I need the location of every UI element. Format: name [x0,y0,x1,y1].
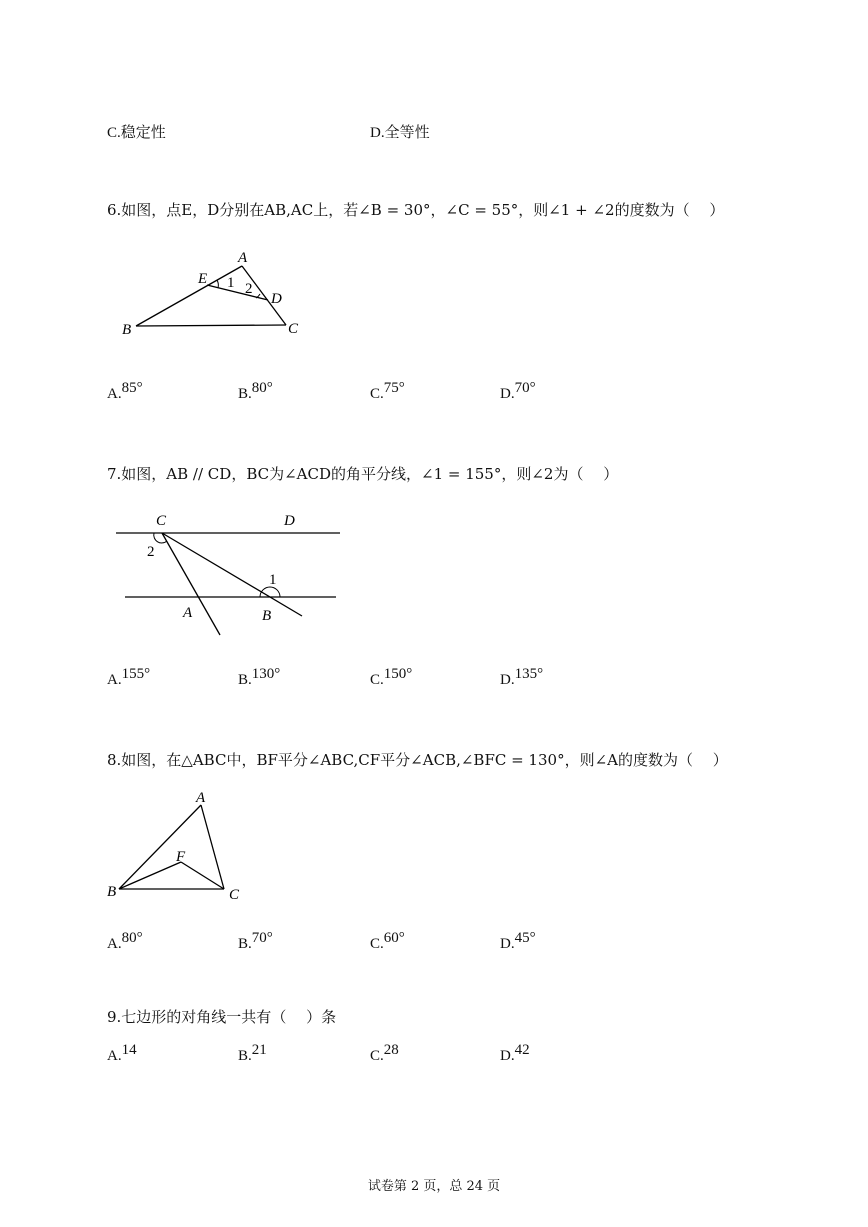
option-letter: C. [370,936,384,952]
option-value: 85° [121,380,143,396]
q8-option-d[interactable] [500,930,536,953]
question-9-text: 9.七边形的对角线一共有（ ）条 [107,1008,337,1026]
label-f: F [176,849,186,865]
option-letter: A. [107,672,122,688]
q7-figure [110,508,350,638]
q6-option-d[interactable] [500,380,536,403]
q6-figure [110,245,320,345]
angle-1-label: 1 [227,275,235,291]
option-value: 150° [383,666,413,682]
option-letter: B. [238,386,252,402]
q8-figure [100,782,260,907]
question-7-text: 7.如图，AB // CD，BC为∠ACD的角平分线，∠1 = 155°，则∠2为（ ） [107,465,619,483]
option-value: 60° [383,930,405,946]
option-value: 130° [251,666,281,682]
option-letter: A. [107,386,122,402]
question-6-text: 6.如图，点E，D分别在AB,AC上，若∠B = 30°，∠C = 55°，则∠1 + ∠2的度数为（ ） [107,201,725,219]
label-b: B [122,322,132,338]
option-value: 稳定性 [120,123,166,141]
option-value: 75° [383,380,405,396]
q6-option-b[interactable] [238,380,273,403]
question-8-text: 8.如图，在△ABC中，BF平分∠ABC,CF平分∠ACB,∠BFC = 130°，则∠A的度数为（ ） [107,751,728,769]
angle-2-label: 2 [147,544,155,560]
option-letter: A. [107,1048,122,1064]
page-footer: 试卷第 2 页，总 24 页 [367,1179,501,1194]
label-c: C [288,321,299,337]
option-letter: B. [238,1048,252,1064]
option-d[interactable] [370,121,430,142]
option-value: 155° [121,666,151,682]
option-letter: C. [370,672,384,688]
q8-option-a[interactable] [107,930,143,953]
q9-option-c[interactable] [370,1042,399,1065]
option-letter: D. [500,1048,515,1064]
option-c[interactable] [107,121,166,142]
option-value: 70° [251,930,273,946]
label-c: C [156,513,167,529]
option-letter: D. [500,936,515,952]
option-value: 45° [514,930,536,946]
q9-option-d[interactable] [500,1042,530,1065]
label-a: A [183,605,193,621]
label-d: D [284,513,295,529]
q7-option-a[interactable] [107,666,151,689]
option-letter: C. [370,1048,384,1064]
angle-1-label: 1 [269,572,277,588]
option-letter: D. [500,386,515,402]
label-a: A [238,250,248,266]
q7-option-c[interactable] [370,666,413,689]
option-letter: D. [370,125,385,141]
option-value: 14 [121,1042,137,1058]
label-a: A [196,790,206,806]
q6-option-a[interactable] [107,380,143,403]
option-value: 全等性 [384,123,430,141]
q8-option-b[interactable] [238,930,273,953]
option-value: 28 [383,1042,399,1058]
label-c: C [229,887,240,903]
option-letter: C. [107,125,121,141]
option-letter: C. [370,386,384,402]
q8-option-c[interactable] [370,930,405,953]
option-value: 80° [251,380,273,396]
q7-option-b[interactable] [238,666,281,689]
label-b: B [107,884,117,900]
label-b: B [262,608,272,624]
q9-option-b[interactable] [238,1042,267,1065]
option-letter: B. [238,936,252,952]
option-value: 42 [514,1042,530,1058]
option-value: 70° [514,380,536,396]
q7-option-d[interactable] [500,666,544,689]
option-letter: B. [238,672,252,688]
label-d: D [271,291,282,307]
label-e: E [198,271,208,287]
option-letter: A. [107,936,122,952]
option-value: 21 [251,1042,267,1058]
q9-option-a[interactable] [107,1042,137,1065]
q6-option-c[interactable] [370,380,405,403]
option-letter: D. [500,672,515,688]
option-value: 80° [121,930,143,946]
option-value: 135° [514,666,544,682]
angle-2-label: 2 [245,281,253,297]
